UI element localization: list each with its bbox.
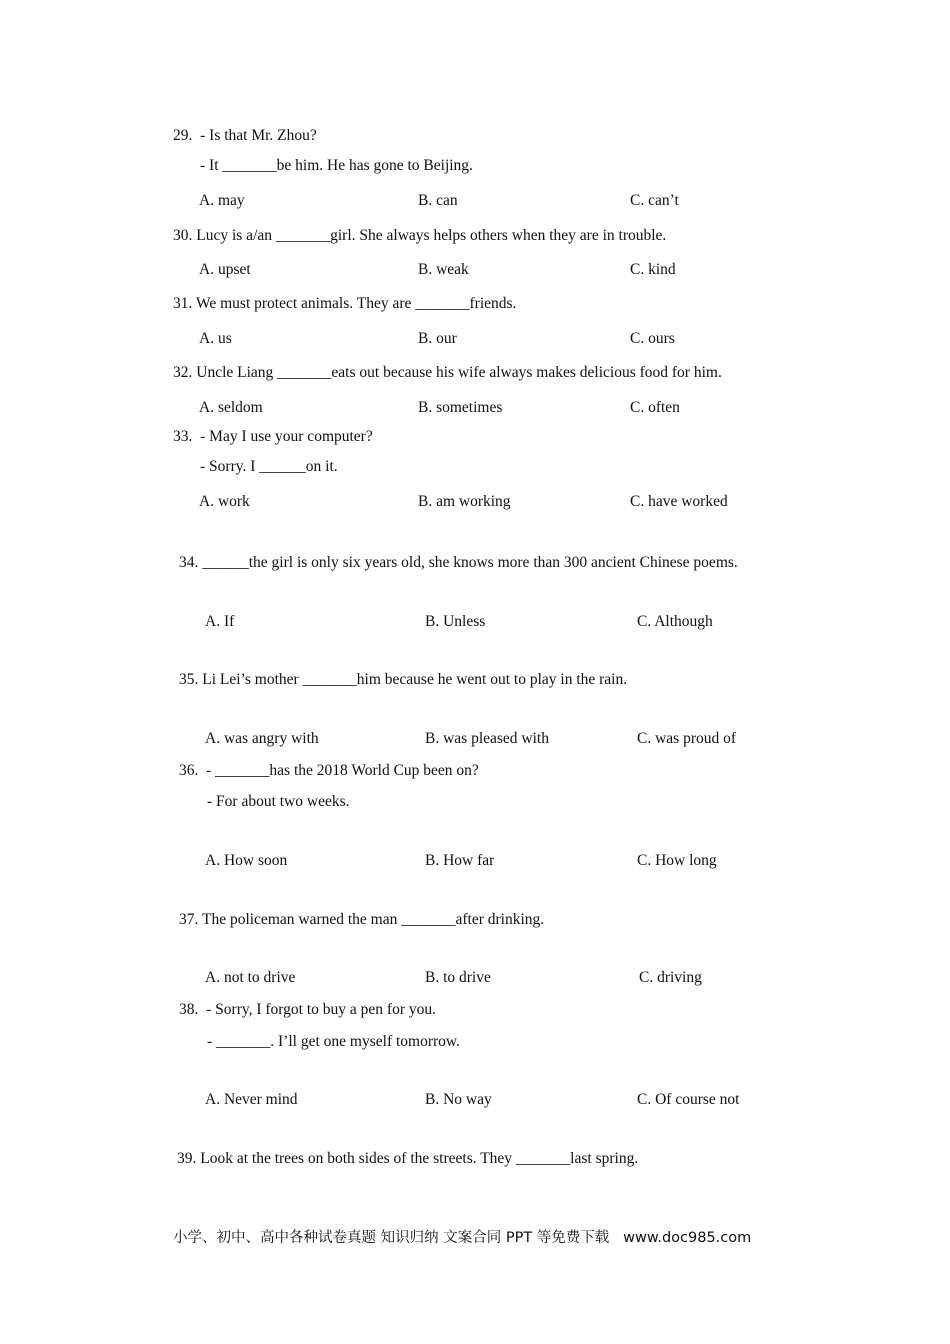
question-line: - It _______be him. He has gone to Beijing.	[200, 157, 473, 174]
question-line: - For about two weeks.	[207, 793, 350, 810]
option-a: A. seldom	[199, 399, 263, 416]
option-c: C. Of course not	[637, 1091, 740, 1108]
question-text: 39. Look at the trees on both sides of the streets. They _______last spring.	[177, 1150, 639, 1167]
option-c: C. have worked	[630, 493, 728, 510]
question-text: 30. Lucy is a/an _______girl. She always helps others when they are in trouble.	[173, 227, 667, 244]
question-text: 38. - Sorry, I forgot to buy a pen for you.	[179, 1001, 436, 1018]
option-b: B. our	[418, 330, 457, 347]
option-b: B. sometimes	[418, 399, 503, 416]
question-line: - _______. I’ll get one myself tomorrow.	[207, 1033, 460, 1050]
option-c: C. driving	[639, 969, 702, 986]
question-text: 37. The policeman warned the man _______after drinking.	[179, 911, 545, 928]
option-a: A. us	[199, 330, 232, 347]
option-a: A. Never mind	[205, 1091, 298, 1108]
option-c: C. Although	[637, 613, 713, 630]
option-c: C. How long	[637, 852, 717, 869]
option-b: B. No way	[425, 1091, 492, 1108]
option-c: C. can’t	[630, 192, 679, 209]
option-b: B. am working	[418, 493, 511, 510]
question-text: 29. - Is that Mr. Zhou?	[173, 127, 317, 144]
question-text: 34. ______the girl is only six years old, she knows more than 300 ancient Chinese poems.	[179, 554, 738, 571]
option-c: C. kind	[630, 261, 676, 278]
option-a: A. may	[199, 192, 245, 209]
question-line: - Sorry. I ______on it.	[200, 458, 338, 475]
option-c: C. was proud of	[637, 730, 737, 747]
option-b: B. Unless	[425, 613, 486, 630]
footer-watermark: 小学、初中、高中各种试卷真题 知识归纳 文案合同 PPT 等免费下载 www.doc985.com	[173, 1230, 752, 1246]
option-c: C. ours	[630, 330, 675, 347]
question-text: 36. - _______has the 2018 World Cup been on?	[179, 762, 479, 779]
option-b: B. was pleased with	[425, 730, 549, 747]
option-b: B. weak	[418, 261, 469, 278]
option-a: A. not to drive	[205, 969, 296, 986]
option-c: C. often	[630, 399, 680, 416]
option-a: A. was angry with	[205, 730, 319, 747]
option-a: A. work	[199, 493, 250, 510]
option-a: A. How soon	[205, 852, 288, 869]
question-text: 35. Li Lei’s mother _______him because he went out to play in the rain.	[179, 671, 628, 688]
option-b: B. to drive	[425, 969, 491, 986]
option-b: B. How far	[425, 852, 495, 869]
option-a: A. If	[205, 613, 235, 630]
option-b: B. can	[418, 192, 458, 209]
option-a: A. upset	[199, 261, 251, 278]
question-text: 33. - May I use your computer?	[173, 428, 373, 445]
question-text: 31. We must protect animals. They are _______friends.	[173, 295, 517, 312]
question-text: 32. Uncle Liang _______eats out because his wife always makes delicious food for him.	[173, 364, 722, 381]
